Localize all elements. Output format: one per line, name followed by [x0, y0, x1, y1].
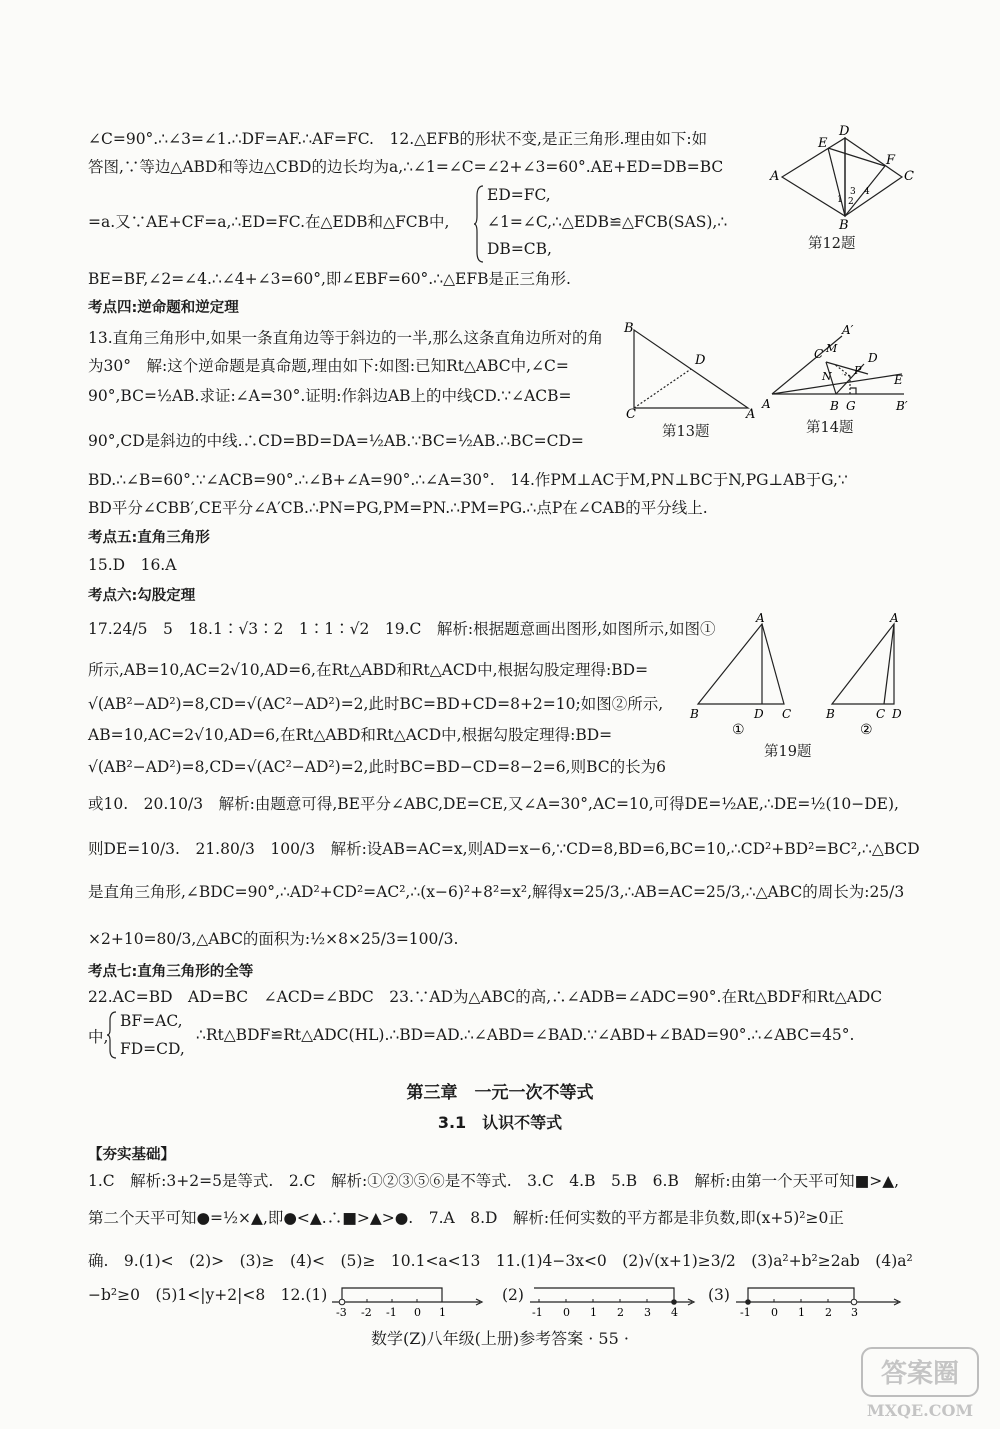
- text-line: (3): [708, 1286, 730, 1304]
- figure-caption: 第14题: [806, 420, 854, 436]
- label: ①: [732, 722, 745, 738]
- tick-label: -1: [386, 1306, 397, 1319]
- text-line: −b²≥0 (5)1<|y+2|<8 12.(1): [88, 1286, 328, 1304]
- brace-line: ∴Rt△BDF≌Rt△ADC(HL).∴BD=AD.∴∠ABD=∠BAD.∵∠ABD+∠BAD=90°.∴∠ABC=45°.: [196, 1026, 855, 1044]
- label: D: [695, 353, 706, 368]
- text-line: 为30° 解:这个逆命题是真命题,理由如下:如图:已知Rt△ABC中,∠C=: [88, 357, 569, 375]
- label: A: [756, 611, 765, 625]
- label: B′: [896, 399, 908, 413]
- left-brace: [106, 1010, 118, 1060]
- section-title: 3.1 认识不等式: [437, 1113, 563, 1132]
- label: G: [846, 399, 856, 413]
- number-line-1: [330, 1282, 490, 1322]
- brace-line: DB=CB,: [487, 240, 552, 258]
- label: C: [904, 169, 914, 184]
- label: B: [690, 707, 699, 721]
- label: B: [826, 707, 835, 721]
- section-heading: 考点五:直角三角形: [88, 530, 210, 546]
- label: D: [892, 707, 902, 721]
- tick-label: 3: [644, 1306, 651, 1319]
- label: ②: [860, 722, 873, 738]
- left-brace: [473, 184, 485, 264]
- text-line: 所示,AB=10,AC=2√10,AD=6,在Rt△ABD和Rt△ACD中,根据勾股定理得:BD=: [88, 661, 649, 679]
- text-line: 90°,BC=½AB.求证:∠A=30°.证明:作斜边AB上的中线CD.∵∠ACB=: [88, 387, 572, 405]
- text-line: 22.AC=BD AD=BC ∠ACD=∠BDC 23.∵AD为△ABC的高,∴∠ADB=∠ADC=90°.在Rt△BDF和Rt△ADC: [88, 988, 883, 1006]
- tick-label: -2: [361, 1306, 372, 1319]
- text-line: 第二个天平可知●=½×▲,即●<▲.∴■>▲>●. 7.A 8.D 解析:任何实数的平方都是非负数,即(x+5)²≥0正: [88, 1209, 844, 1227]
- label: C: [782, 707, 792, 721]
- label: C: [814, 347, 824, 361]
- chapter-title: 第三章 一元一次不等式: [406, 1083, 594, 1103]
- text-line: AB=10,AC=2√10,AD=6,在Rt△ABD和Rt△ACD中,根据勾股定理得:BD=: [88, 726, 613, 744]
- brace-line: FD=CD,: [120, 1040, 185, 1058]
- text-line: ×2+10=80/3,△ABC的面积为:½×8×25/3=100/3.: [88, 930, 459, 948]
- tick-label: -1: [740, 1306, 751, 1319]
- section-heading: 考点七:直角三角形的全等: [88, 964, 254, 980]
- figure-13: [622, 320, 762, 420]
- label: D: [839, 124, 850, 139]
- label: A: [770, 169, 780, 184]
- figure-caption: 第19题: [764, 744, 812, 760]
- text-line: 90°,CD是斜边的中线.∴CD=BD=DA=½AB.∵BC=½AB.∴BC=CD=: [88, 432, 584, 450]
- figure-caption: 第13题: [662, 424, 710, 440]
- text-line: 是直角三角形,∠BDC=90°,∴AD²+CD²=AC²,∴(x−6)²+8²=x²,解得x=25/3,∴AB=AC=25/3,∴△ABC的周长为:25/3: [88, 883, 905, 901]
- text-line: 13.直角三角形中,如果一条直角边等于斜边的一半,那么这条直角边所对的角: [88, 329, 604, 347]
- watermark-url: MXQE.COM: [866, 1401, 974, 1420]
- text-line: √(AB²−AD²)=8,CD=√(AC²−AD²)=2,此时BC=BD−CD=8−2=6,则BC的长为6: [88, 758, 666, 776]
- label: C: [626, 407, 636, 422]
- number-line-2: [528, 1282, 698, 1322]
- text-line: (2): [502, 1286, 524, 1304]
- text-line: BE=BF,∠2=∠4.∴∠4+∠3=60°,即∠EBF=60°.∴△EFB是正三角形.: [88, 270, 571, 288]
- label: E: [818, 136, 828, 151]
- section-heading: 考点四:逆命题和逆定理: [88, 300, 239, 316]
- label: B: [624, 321, 634, 336]
- tick-label: 1: [439, 1306, 446, 1319]
- label: M: [826, 342, 838, 355]
- figure-caption: 第12题: [808, 236, 856, 252]
- label: E: [894, 373, 903, 387]
- page-footer: 数学(Z)八年级(上册)参考答案 · 55 ·: [371, 1329, 629, 1348]
- watermark-logo: [860, 1346, 980, 1422]
- label: B: [839, 218, 849, 233]
- number-line-3: [734, 1282, 906, 1322]
- tick-label: 2: [825, 1306, 832, 1319]
- figure-12: [762, 122, 922, 232]
- label: D: [754, 707, 764, 721]
- sub-heading: 【夯实基础】: [88, 1147, 175, 1163]
- label: N: [822, 370, 832, 383]
- label: P: [854, 364, 862, 377]
- text-line: =a.又∵AE+CF=a,∴ED=FC.在△EDB和△FCB中,: [88, 213, 450, 231]
- tick-label: 3: [851, 1306, 858, 1319]
- label: 4: [864, 187, 870, 197]
- text-line: BD.∴∠B=60°.∵∠ACB=90°.∴∠B+∠A=90°.∴∠A=30°. 14.作PM⊥AC于M,PN⊥BC于N,PG⊥AB于G,∵: [88, 471, 848, 489]
- tick-label: 4: [671, 1306, 678, 1319]
- figure-14: [762, 322, 912, 416]
- text-line: 17.24/5 5 18.1∶√3∶2 1∶1∶√2 19.C 解析:根据题意画出图形,如图所示,如图①: [88, 620, 716, 638]
- label: 2: [848, 197, 854, 207]
- text-line: 确. 9.(1)< (2)> (3)≥ (4)< (5)≥ 10.1<a<13 11.(1)4−3x<0 (2)√(x+1)≥3/2 (3)a²+b²≥2ab (4)a²: [88, 1252, 913, 1270]
- brace-line: BF=AC,: [120, 1012, 183, 1030]
- label: A: [746, 407, 756, 422]
- brace-line: ED=FC,: [487, 186, 551, 204]
- label: 3: [850, 187, 856, 197]
- label: A: [890, 611, 899, 625]
- tick-label: 2: [617, 1306, 624, 1319]
- text-line: 则DE=10/3. 21.80/3 100/3 解析:设AB=AC=x,则AD=x−6,∵CD=8,BD=6,BC=10,∴CD²+BD²=BC²,∴△BCD: [88, 840, 920, 858]
- text-line: 答图,∵等边△ABD和等边△CBD的边长均为a,∴∠1=∠C=∠2+∠3=60°.AE+ED=DB=BC: [88, 158, 724, 176]
- tick-label: 1: [798, 1306, 805, 1319]
- text-line: 中,: [88, 1028, 109, 1046]
- tick-label: 0: [414, 1306, 421, 1319]
- text-line: BD平分∠CBB′,CE平分∠A′CB.∴PN=PG,PM=PN.∴PM=PG.∴点P在∠CAB的平分线上.: [88, 499, 708, 517]
- label: D: [868, 351, 878, 365]
- label: B: [830, 399, 839, 413]
- label: F: [886, 153, 896, 168]
- tick-label: 1: [590, 1306, 597, 1319]
- watermark-text: 答案圈: [880, 1359, 960, 1389]
- label: A: [762, 397, 771, 411]
- label: A′: [842, 323, 854, 337]
- label: C: [876, 707, 886, 721]
- tick-label: 0: [563, 1306, 570, 1319]
- text-line: √(AB²−AD²)=8,CD=√(AC²−AD²)=2,此时BC=BD+CD=8+2=10;如图②所示,: [88, 695, 664, 713]
- figure-19: [688, 610, 918, 738]
- text-line: 15.D 16.A: [88, 556, 177, 574]
- label: 1: [837, 195, 843, 205]
- section-heading: 考点六:勾股定理: [88, 588, 196, 604]
- text-line: 1.C 解析:3+2=5是等式. 2.C 解析:①②③⑤⑥是不等式. 3.C 4.B 5.B 6.B 解析:由第一个天平可知■>▲,: [88, 1172, 900, 1190]
- tick-label: -3: [336, 1306, 347, 1319]
- brace-line: ∠1=∠C,∴△EDB≌△FCB(SAS),∴: [487, 213, 728, 231]
- text-line: 或10. 20.10/3 解析:由题意可得,BE平分∠ABC,DE=CE,又∠A=30°,AC=10,可得DE=½AE,∴DE=½(10−DE),: [88, 795, 899, 813]
- text-line: ∠C=90°.∴∠3=∠1.∴DF=AF.∴AF=FC. 12.△EFB的形状不变,是正三角形.理由如下:如: [88, 130, 708, 148]
- tick-label: -1: [532, 1306, 543, 1319]
- tick-label: 0: [771, 1306, 778, 1319]
